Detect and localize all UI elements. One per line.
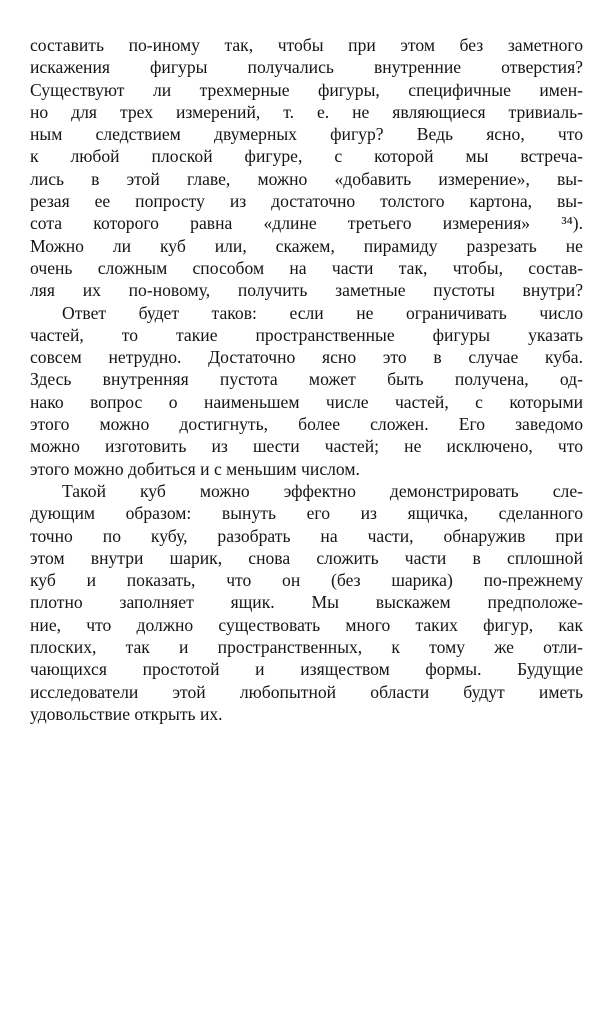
text-line: чающихся простотой и изяществом формы. Будущие <box>30 659 583 680</box>
text-line: Существуют ли трехмерные фигуры, специфичные имен- <box>30 79 583 100</box>
text-line: исследователи этой любопытной области будут иметь <box>30 681 583 702</box>
text-line: Такой куб можно эффектно демонстрировать сле- <box>62 480 583 501</box>
text-line: Здесь внутренняя пустота может быть получена, од- <box>30 369 583 390</box>
text-line: совсем нетрудно. Достаточно ясно это в случае куба. <box>30 347 583 368</box>
text-line: резая ее попросту из достаточно толстого картона, вы- <box>30 191 583 212</box>
text-line: плотно заполняет ящик. Мы выскажем предположе- <box>30 592 583 613</box>
text-line: Ответ будет таков: если не ограничивать число <box>62 302 583 323</box>
text-line: к любой плоской фигуре, с которой мы встреча- <box>30 146 583 167</box>
text-line: этом внутри шарик, снова сложить части в сплошной <box>30 547 583 568</box>
text-line: можно изготовить из шести частей; не исключено, что <box>30 436 583 457</box>
text-line: ляя их по-новому, получить заметные пустоты внутри? <box>30 280 583 301</box>
text-line: этого можно достигнуть, более сложен. Его заведомо <box>30 414 583 435</box>
text-line: лись в этой главе, можно «добавить измерение», вы- <box>30 168 583 189</box>
text-line: ние, что должно существовать много таких фигур, как <box>30 614 583 635</box>
text-line: ным следствием двумерных фигур? Ведь ясно, что <box>30 124 583 145</box>
text-line: сота которого равна «длине третьего измерения» ³⁴). <box>30 213 583 234</box>
text-line: искажения фигуры получались внутренние отверстия? <box>30 57 583 78</box>
text-line: куб и показать, что он (без шарика) по-прежнему <box>30 570 583 591</box>
text-line: очень сложным способом на части так, чтобы, состав- <box>30 257 583 278</box>
text-line: но для трех измерений, т. е. не являющиеся тривиаль- <box>30 101 583 122</box>
text-line: дующим образом: вынуть его из ящичка, сделанного <box>30 503 583 524</box>
text-line: нако вопрос о наименьшем числе частей, с которыми <box>30 391 583 412</box>
text-line: этого можно добиться и с меньшим числом. <box>30 458 360 479</box>
text-line: Можно ли куб или, скажем, пирамиду разрезать не <box>30 235 583 256</box>
text-line: точно по кубу, разобрать на части, обнаружив при <box>30 525 583 546</box>
text-line: частей, то такие пространственные фигуры указать <box>30 324 583 345</box>
text-line: плоских, так и пространственных, к тому же отли- <box>30 637 583 658</box>
body-text <box>30 34 583 725</box>
text-line: удовольствие открыть их. <box>30 703 223 724</box>
text-line: составить по-иному так, чтобы при этом без заметного <box>30 35 583 55</box>
